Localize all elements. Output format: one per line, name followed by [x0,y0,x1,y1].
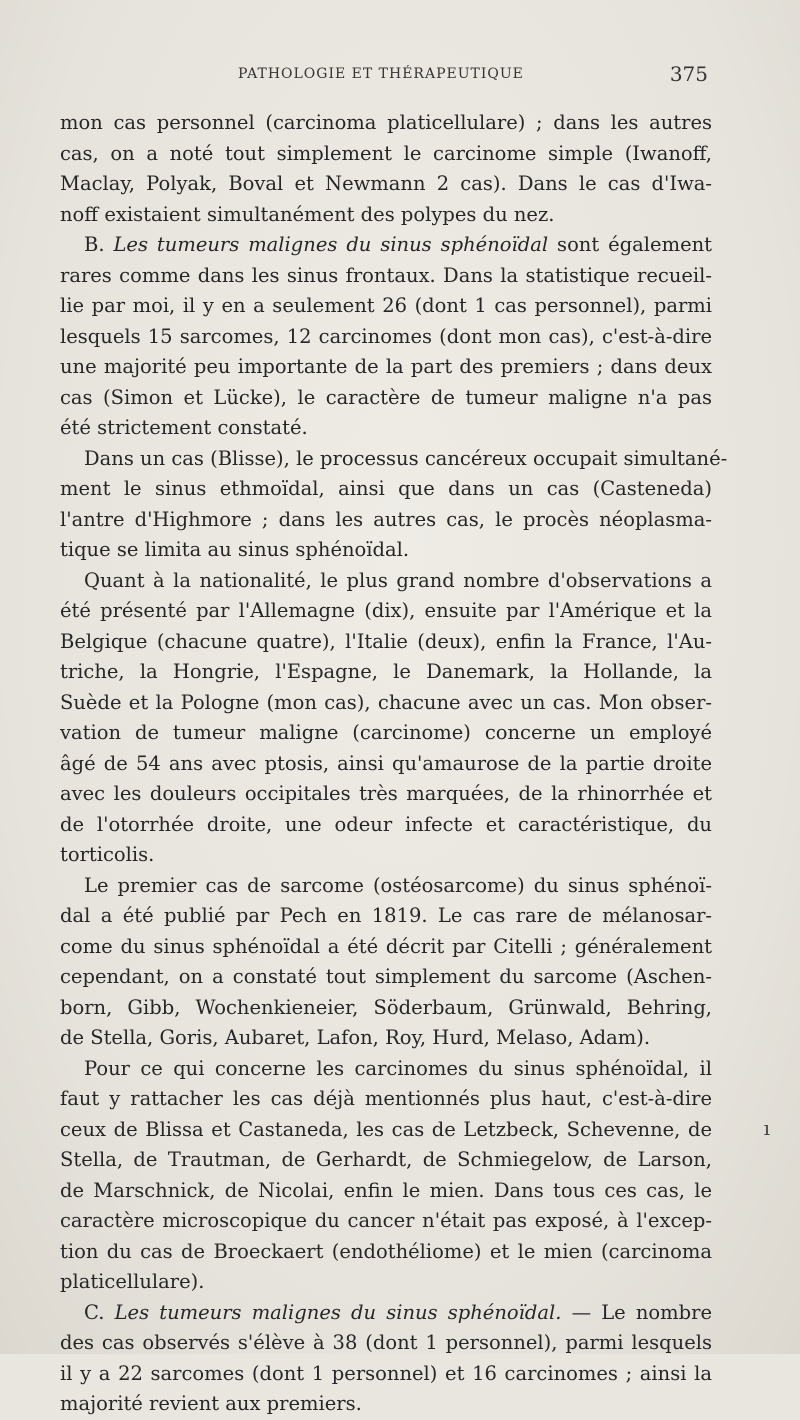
running-header [60,62,708,92]
text-line: été strictement constaté. [60,416,308,439]
text-line: triche, la Hongrie, l'Espagne, le Danemark, la Hollande, la [60,660,712,683]
text-line: B. Les tumeurs malignes du sinus sphénoïdal sont également [84,233,713,256]
text-line: de l'otorrhée droite, une odeur infecte et caractéristique, du [60,812,712,836]
text-line: de Stella, Goris, Aubaret, Lafon, Roy, Hurd, Melaso, Adam). [60,1026,651,1049]
paragraph [60,871,712,1054]
margin-annotation: ı [763,1116,770,1140]
text-line: lesquels 15 sarcomes, 12 carcinomes (dont mon cas), c'est-à-dire [60,324,712,348]
text-line: noff existaient simultanément des polypes du nez. [60,202,555,226]
text-line: vation de tumeur maligne (carcinome) concerne un employé [60,721,712,744]
running-title: PATHOLOGIE ET THÉRAPEUTIQUE [238,66,524,82]
text-line: born, Gibb, Wochenkieneier, Söderbaum, Grünwald, Behring, [60,995,712,1019]
text-line: rares comme dans les sinus frontaux. Dans la statistique recueil- [60,263,712,287]
text-line: Belgique (chacune quatre), l'Italie (deux), enfin la France, l'Au- [60,629,712,653]
text-line: Quant à la nationalité, le plus grand nombre d'observations a [84,568,712,592]
text-line: platicellulare). [60,1270,205,1293]
text-line: une majorité peu importante de la part des premiers ; dans deux [60,355,712,378]
text-line: Maclay, Polyak, Boval et Newmann 2 cas). Dans le cas d'Iwa- [60,172,712,195]
paragraph [60,1298,712,1420]
page-number: 375 [669,62,708,86]
paragraph [60,444,728,566]
text-line: ceux de Blissa et Castaneda, les cas de Letzbeck, Schevenne, de [60,1117,712,1141]
text-line: lie par moi, il y en a seulement 26 (dont 1 cas personnel), parmi [60,294,712,317]
text-line: majorité revient aux premiers. [60,1392,362,1415]
text-line: come du sinus sphénoïdal a été décrit par Citelli ; généralement [60,934,712,958]
text-line: âgé de 54 ans avec ptosis, ainsi qu'amaurose de la partie droite [60,751,712,775]
text-line: faut y rattacher les cas déjà mentionnés plus haut, c'est-à-dire [60,1087,712,1110]
text-line: cas (Simon et Lücke), le caractère de tumeur maligne n'a pas [60,385,712,409]
text-line: des cas observés s'élève à 38 (dont 1 personnel), parmi lesquels [60,1331,712,1354]
text-line: mon cas personnel (carcinoma platicellulare) ; dans les autres [60,111,712,134]
section-heading: Les tumeurs malignes du sinus sphénoïdal. [114,1300,562,1324]
text-line: caractère microscopique du cancer n'était pas exposé, à l'excep- [60,1209,712,1232]
text-line: Dans un cas (Blisse), le processus cancéreux occupait simultané- [84,446,728,470]
text-line: Stella, de Trautman, de Gerhardt, de Schmiegelow, de Larson, [60,1148,712,1171]
text-line: l'antre d'Highmore ; dans les autres cas, le procès néoplasma- [60,507,712,531]
paragraph [60,566,712,871]
text-line: avec les douleurs occipitales très marquées, de la rhinorrhée et [60,782,712,805]
body-text [60,108,728,1420]
text-line: il y a 22 sarcomes (dont 1 personnel) et 16 carcinomes ; ainsi la [60,1361,712,1385]
text-line: Suède et la Pologne (mon cas), chacune avec un cas. Mon obser- [60,690,712,714]
paragraph [60,230,712,444]
paragraph [60,108,712,230]
text-line: été présenté par l'Allemagne (dix), ensuite par l'Amérique et la [60,599,712,622]
text-line: C. Les tumeurs malignes du sinus sphénoïdal. — Le nombre [84,1300,713,1324]
text-line: cas, on a noté tout simplement le carcinome simple (Iwanoff, [60,141,712,165]
text-line: tion du cas de Broeckaert (endothéliome) et le mien (carcinoma [60,1239,712,1263]
text-line: ment le sinus ethmoïdal, ainsi que dans un cas (Casteneda) [60,477,712,500]
text-line: dal a été publié par Pech en 1819. Le cas rare de mélanosar- [60,904,712,927]
text-line: Pour ce qui concerne les carcinomes du sinus sphénoïdal, il [84,1056,712,1080]
text-line: de Marschnick, de Nicolai, enfin le mien. Dans tous ces cas, le [60,1178,712,1202]
section-heading: Les tumeurs malignes du sinus sphénoïdal [113,233,549,256]
text-line: tique se limita au sinus sphénoïdal. [60,538,410,561]
text-line: Le premier cas de sarcome (ostéosarcome) du sinus sphénoï- [84,873,712,897]
text-line: torticolis. [60,843,155,866]
paragraph [60,1054,712,1298]
text-line: cependant, on a constaté tout simplement du sarcome (Aschen- [60,965,712,988]
